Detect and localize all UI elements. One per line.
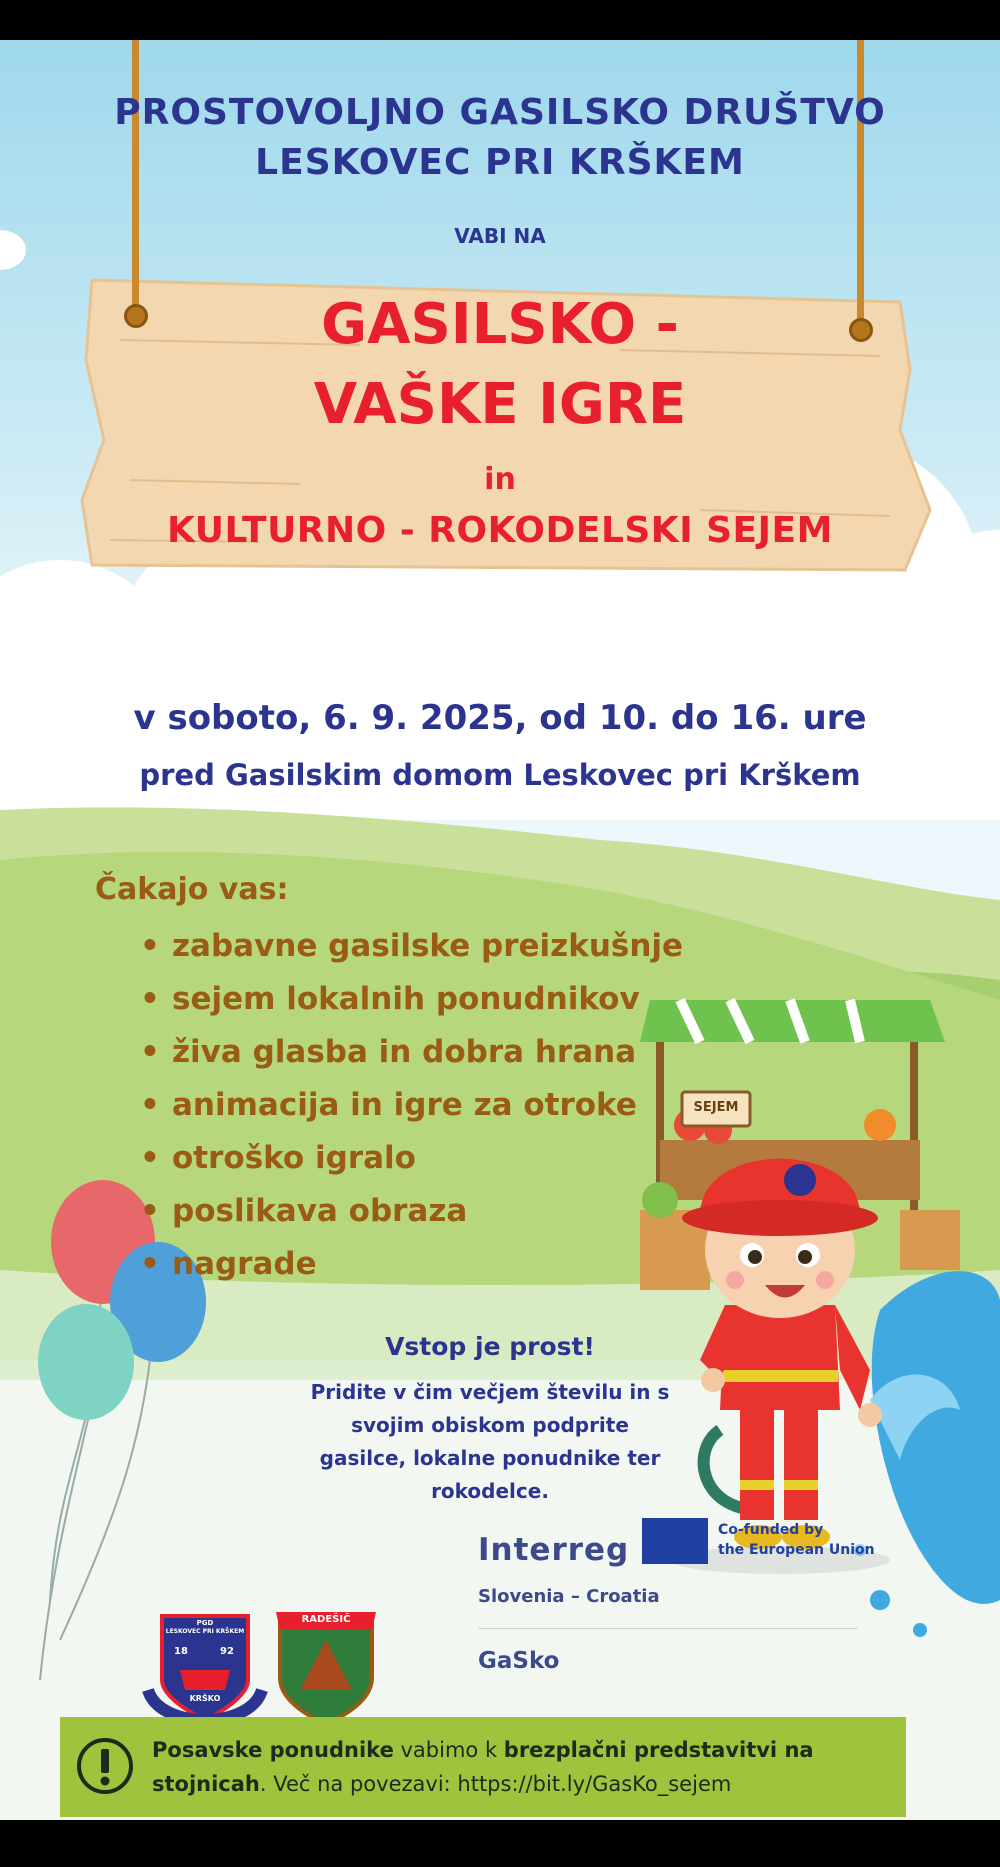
list-item: • živa glasba in dobra hrana	[140, 1026, 683, 1079]
cofund-line: Co-funded by	[718, 1522, 824, 1538]
balloon-teal	[38, 1304, 134, 1420]
pgd-logo-year-right: 92	[220, 1646, 234, 1657]
programme-region: Slovenia – Croatia	[478, 1586, 660, 1607]
banner-part-3: brezplačni predstavitvi na stojnicah	[152, 1738, 814, 1796]
pgd-logo-year-left: 18	[174, 1646, 188, 1657]
pgd-logo-city: KRŠKO	[189, 1694, 221, 1703]
event-venue: pred Gasilskim domom Leskovec pri Krškem	[139, 758, 861, 792]
project-name: GaSko	[478, 1648, 560, 1674]
entry-info	[280, 1376, 700, 1508]
event-title-line-2: VAŠKE IGRE	[313, 372, 687, 437]
pgd-logo-name: LESKOVEC PRI KRŠKEM	[165, 1628, 245, 1635]
event-title-line-3: KULTURNO - ROKODELSKI SEJEM	[167, 510, 833, 551]
invites-text: VABI NA	[454, 224, 546, 248]
divider	[478, 1628, 858, 1629]
interreg-logo: Interreg	[478, 1532, 630, 1568]
organizer-line-2: LESKOVEC PRI KRŠKEM	[255, 142, 745, 183]
banner-link-text[interactable]: . Več na povezavi: https://bit.ly/GasKo_sejem	[259, 1772, 732, 1796]
eu-flag-icon	[642, 1518, 708, 1564]
banner-text	[152, 1733, 872, 1801]
poster	[0, 40, 1000, 1820]
entry-line: Pridite v čim večjem številu in s	[310, 1380, 670, 1404]
list-item: • zabavne gasilske preizkušnje	[140, 920, 683, 973]
entry-line: gasilce, lokalne ponudnike ter	[319, 1446, 661, 1470]
exclamation-icon	[76, 1737, 134, 1795]
list-item: • poslikava obraza	[140, 1185, 683, 1238]
title-connector: in	[484, 462, 516, 497]
program-heading: Čakajo vas:	[95, 872, 289, 907]
list-item: • otroško igralo	[140, 1132, 683, 1185]
list-item: • animacija in igre za otroke	[140, 1079, 683, 1132]
entry-headline: Vstop je prost!	[385, 1332, 595, 1361]
entry-line: svojim obiskom podprite	[351, 1413, 629, 1437]
list-item: • nagrade	[140, 1238, 683, 1291]
cofund-text	[718, 1520, 875, 1560]
program-list	[140, 920, 683, 1291]
event-date-time: v soboto, 6. 9. 2025, od 10. do 16. ure	[133, 698, 867, 738]
organizer-line-1: PROSTOVOLJNO GASILSKO DRUŠTVO	[114, 92, 886, 133]
banner-part-2: vabimo k	[393, 1738, 504, 1762]
radesic-logo-label: RADEŠIČ	[301, 1614, 351, 1625]
stall-sign-text: SEJEM	[693, 1100, 739, 1115]
entry-line: rokodelce.	[431, 1479, 549, 1503]
list-item: • sejem lokalnih ponudnikov	[140, 973, 683, 1026]
event-title-line-1: GASILSKO -	[321, 292, 679, 357]
banner-part-1: Posavske ponudnike	[152, 1738, 394, 1762]
cofund-line: the European Union	[718, 1542, 875, 1558]
pgd-logo-top: PGD	[196, 1619, 214, 1627]
